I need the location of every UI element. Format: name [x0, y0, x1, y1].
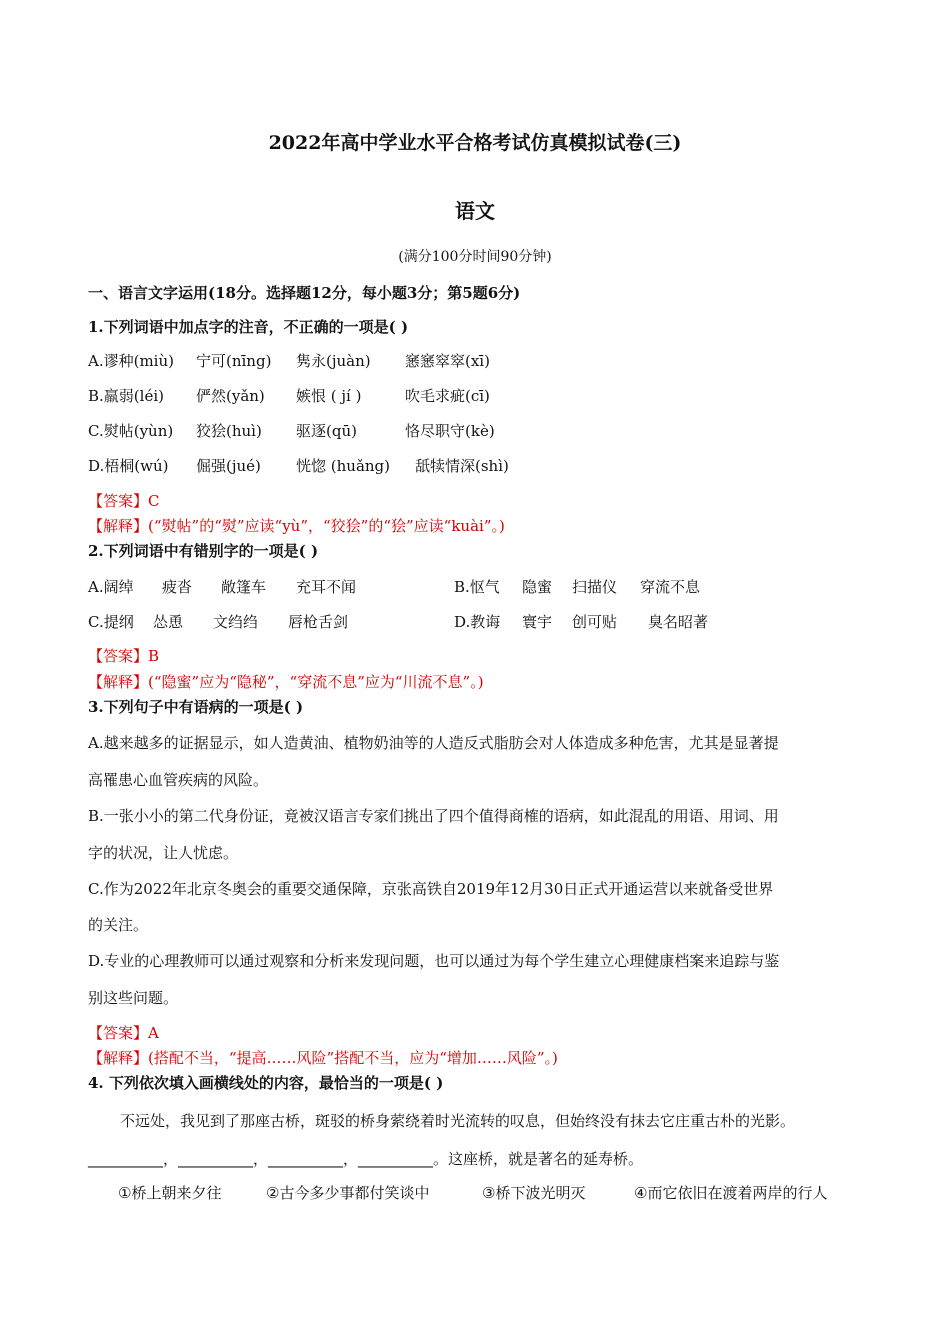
option-item: ④而它依旧在渡着两岸的行人 — [634, 1184, 828, 1202]
option-item: C.熨帖(yùn) — [88, 422, 174, 440]
question-3-option-b-cont: 字的状况，让人忧虑。 — [88, 844, 239, 862]
question-1-stem: 1.下列词语中加点字的注音，不正确的一项是( ) — [88, 318, 409, 336]
question-4-passage: 不远处，我见到了那座古桥，斑驳的桥身萦绕着时光流转的叹息，但始终没有抹去它庄重古朴的光影。 — [120, 1112, 796, 1130]
option-item: 臭名昭著 — [648, 613, 709, 631]
option-item: 疲沓 — [162, 578, 193, 596]
option-item: ①桥上朝来夕往 — [118, 1184, 222, 1202]
section-heading: 一、语言文字运用(18分。选择题12分，每小题3分；第5题6分) — [88, 284, 521, 302]
option-item: 恍惚 (huǎng) — [296, 457, 390, 475]
option-item: 寰宇 — [522, 613, 553, 631]
option-item: 文绉绉 — [213, 613, 259, 631]
question-4-stem: 4. 下列依次填入画横线处的内容，最恰当的一项是( ) — [88, 1074, 444, 1092]
question-2-stem: 2.下列词语中有错别字的一项是( ) — [88, 542, 319, 560]
option-item: ③桥下波光明灭 — [482, 1184, 586, 1202]
question-3-option-d: D.专业的心理教师可以通过观察和分析来发现问题，也可以通过为每个学生建立心理健康档案来追踪与鉴 — [88, 952, 780, 970]
question-3-option-d-cont: 别这些问题。 — [88, 989, 179, 1007]
subject-title: 语文 — [455, 199, 495, 223]
option-item: 窸窸窣窣(xī) — [405, 352, 490, 370]
option-item: B.羸弱(léi) — [88, 387, 164, 405]
option-item: B.怄气 — [454, 578, 500, 596]
question-3-option-c-cont: 的关注。 — [88, 916, 149, 934]
question-1-answer: 【答案】C — [88, 492, 160, 510]
question-2-answer: 【答案】B — [88, 647, 160, 665]
option-item: 怂恿 — [153, 613, 184, 631]
option-item: 敞篷车 — [221, 578, 267, 596]
option-item: 俨然(yǎn) — [196, 387, 265, 405]
option-item: 嫉恨 ( jí ) — [296, 387, 362, 405]
option-item: A.谬种(miù) — [88, 352, 174, 370]
option-item: 扫描仪 — [572, 578, 618, 596]
question-3-option-c: C.作为2022年北京冬奥会的重要交通保障，京张高铁自2019年12月30日正式开通运营以来就备受世界 — [88, 880, 774, 898]
option-item: 驱逐(qū) — [296, 422, 357, 440]
option-item: 创可贴 — [572, 613, 618, 631]
option-item: 狡狯(huì) — [196, 422, 262, 440]
question-3-stem: 3.下列句子中有语病的一项是( ) — [88, 698, 304, 716]
option-item: 倔强(jué) — [196, 457, 261, 475]
option-item: D.教诲 — [454, 613, 501, 631]
option-item: 隐蜜 — [522, 578, 553, 596]
option-item: 隽永(juàn) — [296, 352, 371, 370]
option-item: D.梧桐(wú) — [88, 457, 169, 475]
question-3-answer: 【答案】A — [88, 1024, 159, 1042]
option-item: 宁可(nīng) — [196, 352, 272, 370]
option-item: 吹毛求疵(cī) — [405, 387, 490, 405]
option-item: 充耳不闻 — [296, 578, 357, 596]
question-3-option-b: B.一张小小的第二代身份证，竟被汉语言专家们挑出了四个值得商榷的语病，如此混乱的用语、用词、用 — [88, 807, 779, 825]
question-3-option-a: A.越来越多的证据显示，如人造黄油、植物奶油等的人造反式脂肪会对人体造成多种危害，尤其是显著提 — [88, 734, 779, 752]
option-item: 穿流不息 — [640, 578, 701, 596]
question-3-explanation: 【解释】(搭配不当，“提高……风险”搭配不当，应为“增加……风险”。) — [88, 1049, 558, 1067]
option-item: 恪尽职守(kè) — [405, 422, 495, 440]
question-1-explanation: 【解释】(“熨帖”的“熨”应读“yù”，“狡狯”的“狯”应读“kuài”。) — [88, 517, 505, 535]
option-item: ②古今多少事都付笑谈中 — [266, 1184, 430, 1202]
question-3-option-a-cont: 高罹患心血管疾病的风险。 — [88, 771, 269, 789]
question-4-blanks: __________，__________，__________，__________。这座桥，就是著名的延寿桥。 — [88, 1150, 644, 1168]
option-item: A.阔绰 — [88, 578, 134, 596]
option-item: 舐犊情深(shì) — [415, 457, 509, 475]
option-item: C.提纲 — [88, 613, 134, 631]
option-item: 唇枪舌剑 — [288, 613, 349, 631]
question-2-explanation: 【解释】(“隐蜜”应为“隐秘”，“穿流不息”应为“川流不息”。) — [88, 673, 484, 691]
page-title: 2022年高中学业水平合格考试仿真模拟试卷(三) — [268, 132, 682, 154]
exam-meta: (满分100分时间90分钟) — [398, 249, 552, 265]
